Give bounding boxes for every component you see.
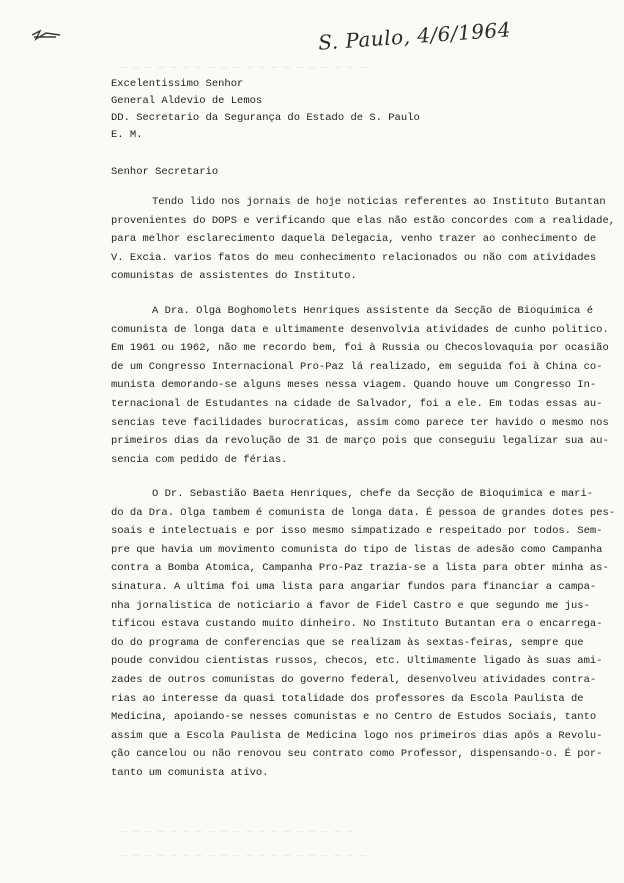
text-line: O Dr. Sebastião Baeta Henriques, chefe da Secção de Bioquimica e mari- <box>152 488 594 500</box>
text-line: sinatura. A ultima foi uma lista para angariar fundos para financiar a campa- <box>111 580 597 593</box>
address-line: Excelentissimo Senhor <box>111 78 244 90</box>
text-line: poude convidou cientistas russos, checos, etc. Ultimamente ligado às suas ami- <box>111 655 603 668</box>
text-line: Em 1961 ou 1962, não me recordo bem, foi à Russia ou Checoslovaquia por ocasião <box>111 342 609 355</box>
handwritten-date: S. Paulo, 4/6/1964 <box>317 17 512 55</box>
text-line: do do programa de conferencias que se realizam às sextas-feiras, sempre que <box>111 636 584 649</box>
text-line: nha jornalistica de noticiario a favor de Fidel Castro e que segundo me jus- <box>111 599 590 612</box>
text-line: do da Dra. Olga tambem é comunista de longa data. É pessoa de grandes dotes pes- <box>111 506 616 519</box>
text-line: pre que havia um movimento comunista do tipo de listas de adesão como Campanha <box>111 543 603 556</box>
text-line: provenientes do DOPS e verificando que elas não estão concordes com a realidade, <box>111 214 616 227</box>
text-line: Medicina, apoiando-se nesses comunistas e no Centro de Estudos Sociais, tanto <box>111 711 597 724</box>
address-line: DD. Secretario da Segurança do Estado de S. Paulo <box>111 112 420 124</box>
address-line: E. M. <box>111 129 143 141</box>
text-line: zades de outros comunistas do governo federal, desenvolveu atividades contra- <box>111 673 597 686</box>
text-line: sencia com pedido de férias. <box>111 453 288 466</box>
text-line: contra a Bomba Atomica, Campanha Pro-Paz trazia-se a lista para obter minha as- <box>111 562 609 575</box>
text-line: Tendo lido nos jornais de hoje noticias referentes ao Instituto Butantan <box>152 196 606 208</box>
text-line: de um Congresso Internacional Pro-Paz lá realizado, em seguida foi à China co- <box>111 360 603 373</box>
text-line: tanto um comunista ativo. <box>111 766 269 779</box>
bleed-through-text: — — — — — — — — — — — — — — — — — — — — <box>120 62 366 74</box>
text-line: ternacional de Estudantes na cidade de Salvador, foi a ele. Em todas essas au- <box>111 397 603 410</box>
text-line: V. Excia. varios fatos do meu conhecimento relacionados ou não com atividades <box>111 251 597 264</box>
salutation: Senhor Secretario <box>111 166 219 178</box>
address-block <box>111 76 420 144</box>
corner-scribble-mark <box>30 28 64 42</box>
text-line: assim que a Escola Paulista de Medicina logo nos primeiros dias após a Revolu- <box>111 729 603 742</box>
bleed-through-text: — — — — — — — — — — — — — — — — — — — <box>120 826 354 838</box>
text-line: comunista de longa data e ultimamente desenvolvia atividades de cunho politico. <box>111 323 609 336</box>
text-line: sencias teve facilidades burocraticas, assim como parece ter havido o mesmo nos <box>111 416 609 429</box>
text-line: comunistas de assistentes do Instituto. <box>111 270 357 283</box>
paragraph <box>111 485 616 783</box>
text-line: rias ao interesse da quasi totalidade dos professores da Escola Paulista de <box>111 692 584 705</box>
text-line: soais e intelectuais e por isso mesmo simpatizado e respeitado por todos. Sem- <box>111 525 603 538</box>
text-line: para melhor esclarecimento daquela Delegacia, venho trazer ao conhecimento de <box>111 233 597 246</box>
text-line: ção cancelou ou não renovou seu contrato como Professor, dispensando-o. É por- <box>111 748 603 761</box>
address-line: General Aldevio de Lemos <box>111 95 263 107</box>
text-line: tificou estava custando muito dinheiro. No Instituto Butantan era o encarrega- <box>111 618 603 631</box>
paragraph <box>111 193 616 286</box>
text-line: munista demorando-se alguns meses nessa viagem. Quando houve um Congresso In- <box>111 379 597 392</box>
text-line: primeiros dias da revolução de 31 de março pois que conseguiu legalizar sua au- <box>111 435 609 448</box>
bleed-through-text: — — — — — — — — — — — — — — — — — — — — <box>120 850 366 862</box>
paragraph <box>111 302 609 469</box>
text-line: A Dra. Olga Boghomolets Henriques assistente da Secção de Bioquimica é <box>152 305 594 317</box>
